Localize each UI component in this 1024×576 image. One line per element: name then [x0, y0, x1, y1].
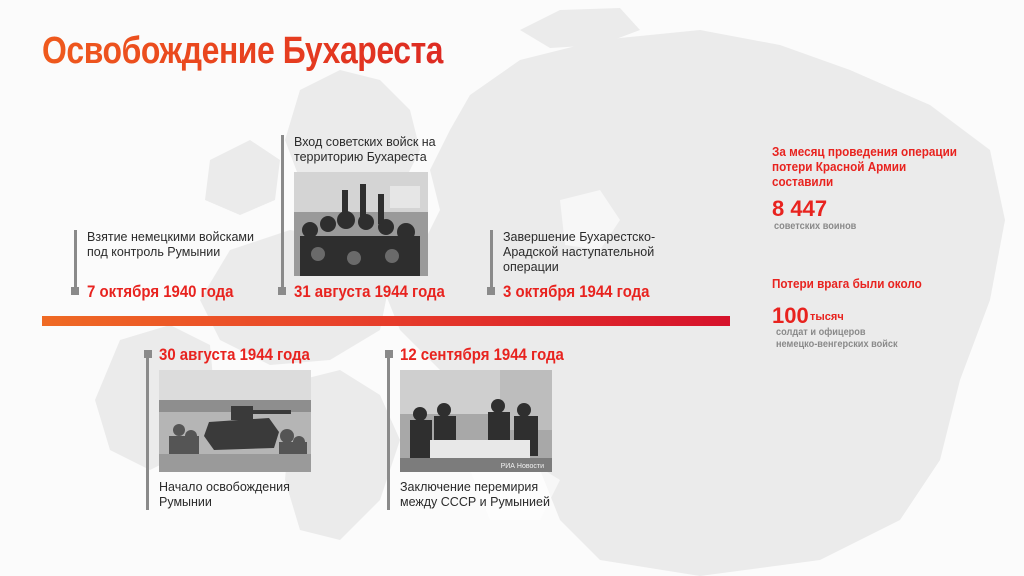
- enemy-losses-unit: тысяч: [810, 311, 844, 323]
- event-description: Завершение Бухарестско-Арадской наступательной операции: [503, 230, 656, 274]
- photo-tank-column: [159, 370, 311, 472]
- event-marker-line: [74, 230, 77, 294]
- event-marker-line: [387, 350, 390, 510]
- timeline-bar: [42, 316, 730, 326]
- photo-credit: РИА Новости: [500, 463, 544, 470]
- enemy-losses-caption-1: солдат и офицеров: [776, 327, 866, 338]
- event-description: Заключение перемирия между СССР и Румынией: [400, 480, 550, 509]
- soviet-losses-heading: За месяц проведения операции потери Красной Армии составили: [772, 144, 958, 189]
- event-marker-line: [281, 135, 284, 295]
- event-date: 3 октября 1944 года: [503, 282, 650, 301]
- event-marker-square: [71, 287, 79, 295]
- event-date: 7 октября 1940 года: [87, 282, 234, 301]
- soviet-losses-caption: советских воинов: [774, 221, 857, 232]
- event-date: 31 августа 1944 года: [294, 282, 445, 301]
- event-date: 30 августа 1944 года: [159, 345, 310, 364]
- event-description: Вход советских войск на территорию Бухареста: [294, 135, 436, 164]
- enemy-losses-value: 100: [772, 303, 809, 328]
- enemy-losses-heading: Потери врага были около: [772, 276, 922, 291]
- event-marker-square: [487, 287, 495, 295]
- event-marker-line: [146, 350, 149, 510]
- event-description: Начало освобождения Румынии: [159, 480, 290, 509]
- event-marker-square: [278, 287, 286, 295]
- enemy-losses-caption-2: немецко-венгерских войск: [776, 339, 898, 350]
- photo-soviet-troops-bucharest: [294, 172, 428, 276]
- event-description: Взятие немецкими войсками под контроль Румынии: [87, 230, 254, 259]
- event-marker-line: [490, 230, 493, 294]
- soviet-losses-value: 8 447: [772, 196, 828, 221]
- photo-armistice-signing: [400, 370, 552, 472]
- page-title: Освобождение Бухареста: [42, 30, 444, 72]
- event-date: 12 сентября 1944 года: [400, 345, 564, 364]
